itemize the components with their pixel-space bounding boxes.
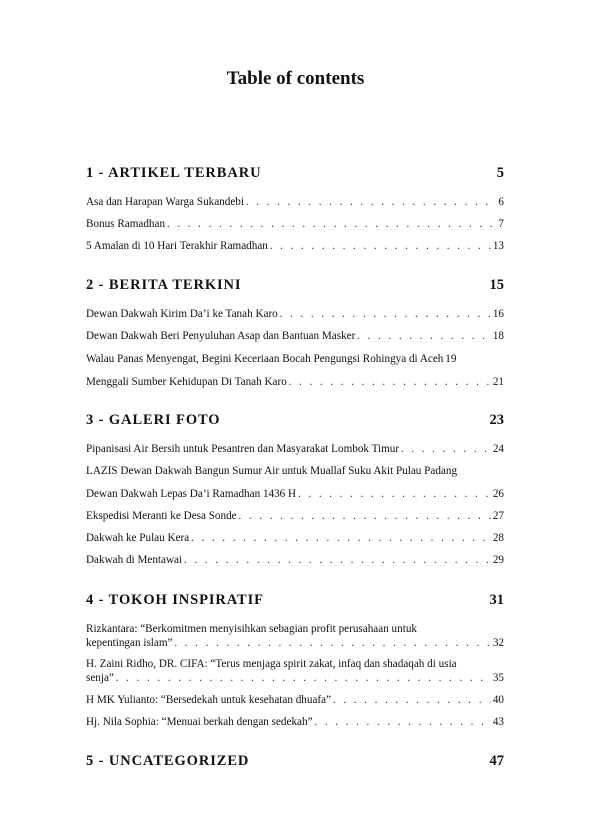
entry-page-number: 35 xyxy=(492,670,504,684)
dot-leader xyxy=(238,508,490,522)
dot-leader xyxy=(174,635,491,649)
entry-title: senja” xyxy=(86,670,114,684)
section-title: 1 - ARTIKEL TERBARU xyxy=(86,165,262,181)
dot-leader xyxy=(167,216,497,230)
entry-title: 5 Amalan di 10 Hari Terakhir Ramadhan xyxy=(86,238,268,252)
entry-title: Dakwah di Mentawai xyxy=(86,552,183,566)
toc-entry[interactable] xyxy=(86,486,504,500)
dot-leader xyxy=(191,530,491,544)
entry-page-number: 16 xyxy=(492,306,504,320)
entry-title: Ekspedisi Meranti ke Desa Sonde xyxy=(86,508,237,522)
dot-leader xyxy=(401,441,491,455)
toc-entry[interactable] xyxy=(86,552,504,566)
section-heading[interactable] xyxy=(86,752,504,770)
section-heading[interactable] xyxy=(86,164,504,182)
dot-leader xyxy=(280,306,491,320)
entry-title: H MK Yulianto: “Bersedekah untuk kesehatan dhuafa” xyxy=(86,692,332,706)
entry-title: Walau Panas Menyengat, Begini Keceriaan Bocah Pengungsi Rohingya di Aceh xyxy=(86,351,444,365)
entry-title: Dewan Dakwah Kirim Da’i ke Tanah Karo xyxy=(86,306,278,320)
toc-entry[interactable] xyxy=(86,441,504,455)
entry-page-number: 19 xyxy=(445,351,457,365)
section-heading[interactable] xyxy=(86,591,504,609)
entry-page-number: 29 xyxy=(492,552,504,566)
toc-entry[interactable] xyxy=(86,216,504,230)
dot-leader xyxy=(184,552,491,566)
entry-title: Menggali Sumber Kehidupan Di Tanah Karo xyxy=(86,374,287,388)
entry-page-number: 40 xyxy=(492,692,504,706)
entry-title: Dewan Dakwah Beri Penyuluhan Asap dan Bantuan Masker xyxy=(86,328,356,342)
dot-leader xyxy=(298,486,491,500)
toc-entry[interactable] xyxy=(86,306,504,320)
toc-entry[interactable] xyxy=(86,656,504,684)
entry-title-line1: Rizkantara: “Berkomitmen menyisihkan sebagian profit perusahaan untuk xyxy=(86,621,417,635)
entry-title: LAZIS Dewan Dakwah Bangun Sumur Air untuk Muallaf Suku Akit Pulau Padang xyxy=(86,463,458,477)
dot-leader xyxy=(289,374,491,388)
entry-title: Hj. Nila Sophia: “Menuai berkah dengan sedekah” xyxy=(86,714,313,728)
entry-title: Dakwah ke Pulau Kera xyxy=(86,530,190,544)
section-page-number: 15 xyxy=(489,277,504,293)
entry-title: Bonus Ramadhan xyxy=(86,216,166,230)
section-page-number: 23 xyxy=(489,412,504,428)
entry-title-line1: H. Zaini Ridho, DR. CIFA: “Terus menjaga spirit zakat, infaq dan shadaqah di usia xyxy=(86,656,457,670)
dot-leader xyxy=(270,238,491,252)
section-page-number: 31 xyxy=(489,592,504,608)
toc-entry[interactable] xyxy=(86,374,504,388)
toc-entry[interactable] xyxy=(86,508,504,522)
entry-page-number: 6 xyxy=(498,194,504,208)
section-heading[interactable] xyxy=(86,276,504,294)
toc-entry[interactable] xyxy=(86,692,504,706)
page-title: Table of contents xyxy=(226,68,365,89)
section-title: 3 - GALERI FOTO xyxy=(86,412,221,428)
section-title: 4 - TOKOH INSPIRATIF xyxy=(86,592,264,608)
entry-page-number: 32 xyxy=(492,635,504,649)
entry-page-number: 43 xyxy=(492,714,504,728)
toc-entry[interactable] xyxy=(86,238,504,252)
dot-leader xyxy=(333,692,491,706)
toc-entry[interactable] xyxy=(86,351,504,365)
entry-page-number: 13 xyxy=(492,238,504,252)
entry-title: Dewan Dakwah Lepas Da’i Ramadhan 1436 H xyxy=(86,486,297,500)
section-heading[interactable] xyxy=(86,411,504,429)
section-title: 5 - UNCATEGORIZED xyxy=(86,753,250,769)
entry-title: Asa dan Harapan Warga Sukandebi xyxy=(86,194,244,208)
section-page-number: 5 xyxy=(496,165,504,181)
dot-leader xyxy=(357,328,491,342)
entry-page-number: 18 xyxy=(492,328,504,342)
entry-title: Pipanisasi Air Bersih untuk Pesantren dan Masyarakat Lombok Timur xyxy=(86,441,400,455)
toc-entry[interactable] xyxy=(86,463,504,477)
toc-entry[interactable] xyxy=(86,530,504,544)
dot-leader xyxy=(116,670,491,684)
entry-page-number: 27 xyxy=(492,508,504,522)
toc-entry[interactable] xyxy=(86,714,504,728)
dot-leader xyxy=(314,714,491,728)
toc-entry[interactable] xyxy=(86,328,504,342)
entry-title: kepentingan islam” xyxy=(86,635,173,649)
section-title: 2 - BERITA TERKINI xyxy=(86,277,242,293)
dot-leader xyxy=(246,194,497,208)
toc-entry[interactable] xyxy=(86,194,504,208)
entry-page-number: 21 xyxy=(492,374,504,388)
entry-page-number: 26 xyxy=(492,486,504,500)
toc-entry[interactable] xyxy=(86,621,504,649)
entry-page-number: 7 xyxy=(498,216,504,230)
entry-page-number: 28 xyxy=(492,530,504,544)
entry-page-number: 24 xyxy=(492,441,504,455)
section-page-number: 47 xyxy=(489,753,504,769)
